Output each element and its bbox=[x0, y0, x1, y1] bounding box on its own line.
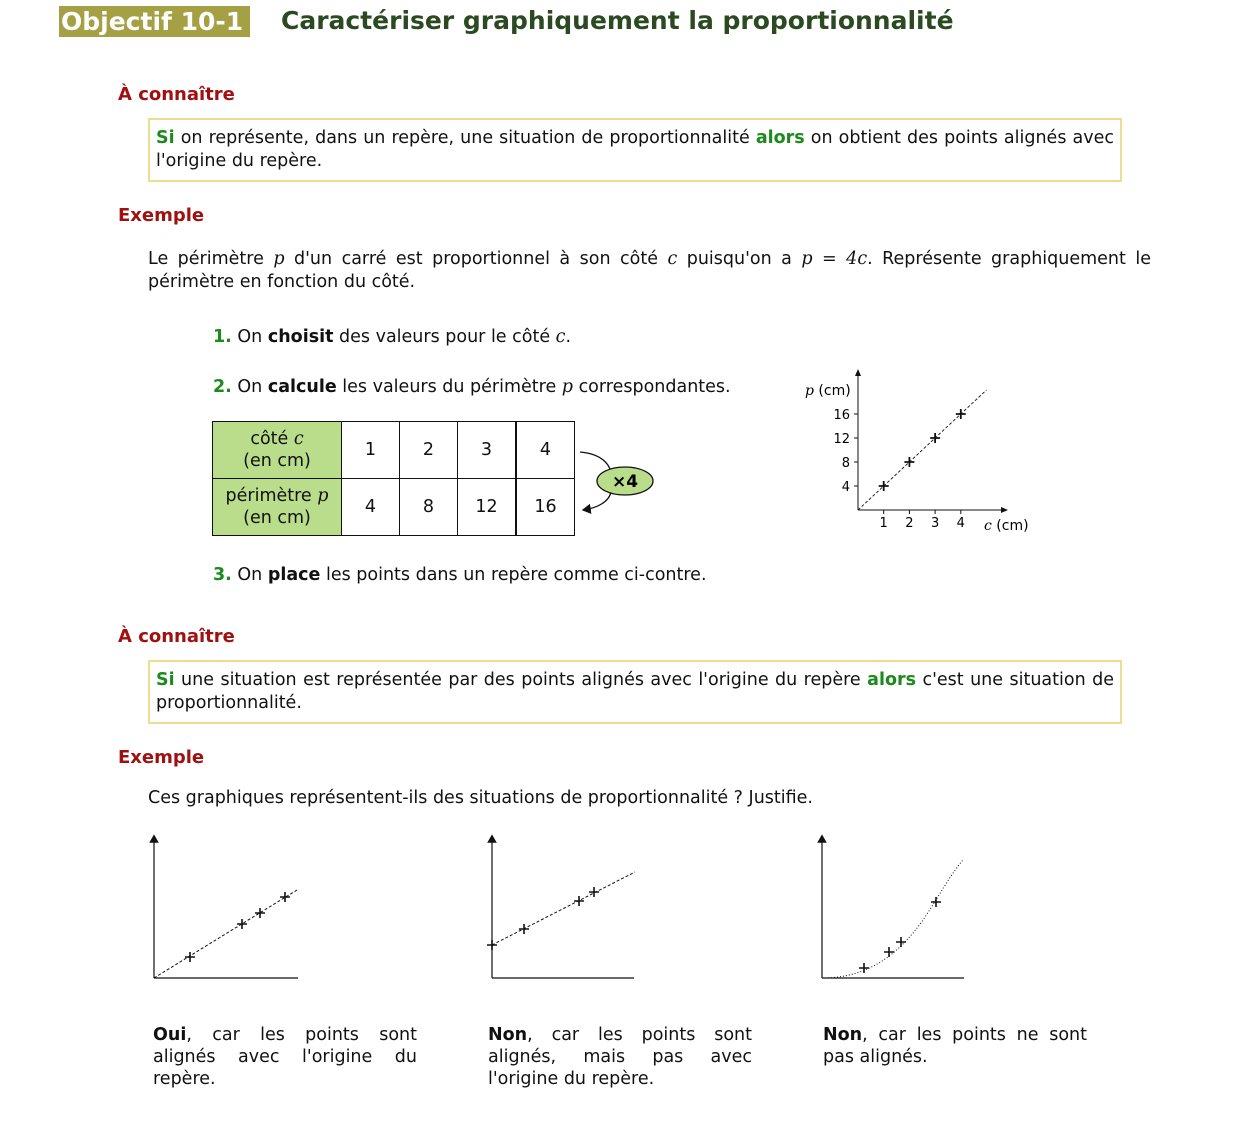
arrow-curve-bottom bbox=[583, 492, 611, 510]
page-title: Caractériser graphiquement la proportionnalité bbox=[281, 6, 954, 35]
section-heading-know-1: À connaître bbox=[118, 84, 235, 105]
y-tick-label: 8 bbox=[841, 456, 850, 471]
math-var: p bbox=[273, 249, 285, 269]
x-axis-label: c (cm) bbox=[984, 518, 1029, 534]
keyword-si: Si bbox=[156, 670, 175, 690]
intro-text: d'un carré est proportionnel à son côté bbox=[284, 249, 668, 269]
keyword-alors: alors bbox=[867, 670, 917, 690]
graph-2 bbox=[478, 830, 648, 990]
math-var: p bbox=[561, 377, 573, 397]
graph-3-caption: Non, car les points ne sont pas alignés. bbox=[823, 1025, 1087, 1067]
example-intro bbox=[148, 248, 1151, 294]
keyword-si: Si bbox=[156, 128, 175, 148]
rule-box-2 bbox=[148, 660, 1122, 724]
y-tick-label: 4 bbox=[841, 480, 850, 495]
step-number: 2. bbox=[213, 377, 232, 397]
point-marker bbox=[487, 940, 497, 950]
section-heading-example-1: Exemple bbox=[118, 205, 205, 226]
point-marker bbox=[589, 887, 599, 897]
rule-box-1 bbox=[148, 118, 1122, 182]
objective-badge: Objectif 10-1 bbox=[59, 6, 250, 37]
intro-text: . Représente graphiquement le périmètre en fonction du côté. bbox=[148, 249, 1151, 292]
step-bold: place bbox=[267, 565, 321, 585]
values-table bbox=[212, 421, 575, 536]
y-axis-arrow bbox=[855, 369, 861, 376]
table-header-cote: côté c (en cm) bbox=[213, 422, 342, 479]
trend-line bbox=[492, 872, 635, 945]
section-heading-example-2: Exemple bbox=[118, 747, 205, 768]
perimeter-chart bbox=[795, 360, 1045, 540]
intro-text: Le périmètre bbox=[148, 249, 274, 269]
table-cell: 16 bbox=[516, 479, 575, 536]
graph-1-caption: Oui, car les points sont alignés avec l'origine du repère. bbox=[153, 1025, 417, 1089]
multiplier-arrow bbox=[575, 440, 665, 530]
graph-1 bbox=[140, 830, 310, 990]
math-var: c bbox=[667, 249, 678, 269]
step-text: les points dans un repère comme ci-contre. bbox=[320, 565, 707, 585]
section-heading-know-2: À connaître bbox=[118, 626, 235, 647]
step-bold: calcule bbox=[267, 377, 337, 397]
table-cell: 4 bbox=[516, 422, 575, 479]
table-row bbox=[213, 422, 575, 479]
x-tick-label: 3 bbox=[930, 516, 940, 531]
table-row bbox=[213, 479, 575, 536]
y-tick-label: 12 bbox=[833, 432, 850, 447]
step-text: On bbox=[237, 327, 268, 347]
point-marker bbox=[884, 947, 894, 957]
point-marker bbox=[280, 892, 290, 902]
x-axis-arrow bbox=[1001, 507, 1008, 513]
table-cell: 1 bbox=[342, 422, 400, 479]
trend-line bbox=[858, 390, 987, 510]
x-tick-label: 4 bbox=[956, 516, 965, 531]
rule-text: c'est une situation de proportionnalité. bbox=[156, 670, 1114, 713]
table-cell: 2 bbox=[400, 422, 458, 479]
x-tick-label: 1 bbox=[879, 516, 888, 531]
table-cell: 4 bbox=[342, 479, 400, 536]
graph-2-caption: Non, car les points sont alignés, mais pas avec l'origine du repère. bbox=[488, 1025, 752, 1089]
point-marker bbox=[237, 919, 247, 929]
points bbox=[859, 897, 941, 973]
step-number: 1. bbox=[213, 327, 232, 347]
y-tick-label: 16 bbox=[833, 408, 850, 423]
rule-text: on représente, dans un repère, une situation de proportionnalité bbox=[174, 128, 756, 148]
point-marker bbox=[255, 908, 265, 918]
graph-3 bbox=[808, 830, 978, 990]
math-var: c bbox=[555, 327, 566, 347]
table-cell: 3 bbox=[458, 422, 517, 479]
step-2 bbox=[213, 376, 731, 399]
trend-line bbox=[154, 890, 297, 978]
table-cell: 12 bbox=[458, 479, 517, 536]
example-question: Ces graphiques représentent-ils des situations de proportionnalité ? Justifie. bbox=[148, 788, 813, 808]
math-formula: p = 4c bbox=[801, 249, 868, 269]
x-tick-label: 2 bbox=[905, 516, 914, 531]
step-text: . bbox=[565, 327, 572, 347]
rule-text: une situation est représentée par des points alignés avec l'origine du repère bbox=[174, 670, 868, 690]
step-text: On bbox=[237, 377, 268, 397]
trend-curve bbox=[822, 860, 963, 978]
step-3 bbox=[213, 564, 707, 587]
point-marker bbox=[519, 924, 529, 934]
step-1 bbox=[213, 326, 571, 349]
step-text: des valeurs pour le côté bbox=[333, 327, 556, 347]
y-axis-label: p (cm) bbox=[805, 383, 851, 399]
table-cell: 8 bbox=[400, 479, 458, 536]
keyword-alors: alors bbox=[755, 128, 805, 148]
step-bold: choisit bbox=[267, 327, 334, 347]
step-text: les valeurs du périmètre bbox=[336, 377, 562, 397]
rule-text: on obtient des points alignés avec l'origine du repère. bbox=[156, 128, 1114, 171]
point-marker bbox=[574, 896, 584, 906]
intro-text: puisqu'on a bbox=[677, 249, 802, 269]
step-text: On bbox=[237, 565, 268, 585]
multiplier-label: ×4 bbox=[611, 472, 639, 492]
table-header-perimetre: périmètre p (en cm) bbox=[213, 479, 342, 536]
step-number: 3. bbox=[213, 565, 232, 585]
point-marker bbox=[896, 937, 906, 947]
step-text: correspondantes. bbox=[573, 377, 731, 397]
